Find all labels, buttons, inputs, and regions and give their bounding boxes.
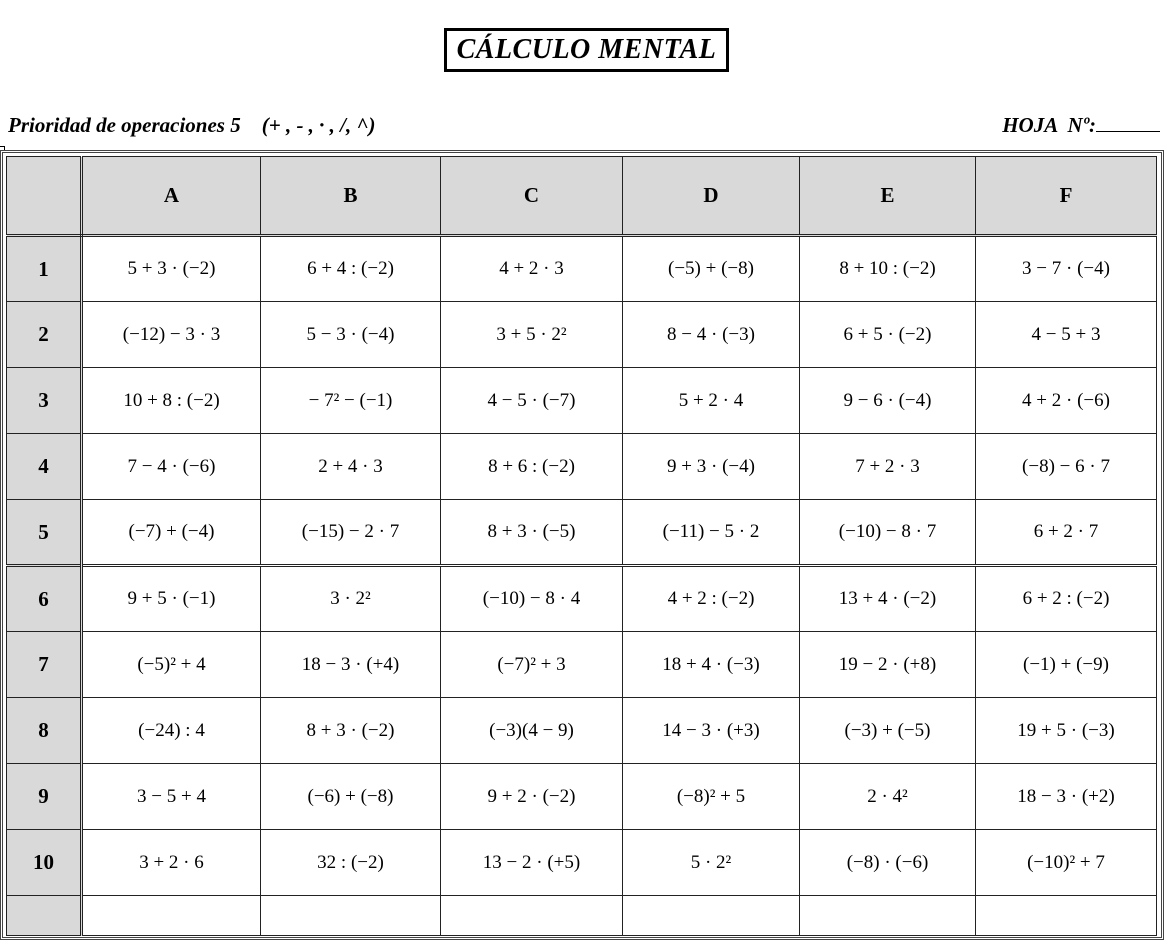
exercise-cell: (−7)² + 3 [441,632,623,698]
table-row [7,500,1157,566]
exercise-cell: 5 + 2 · 4 [623,368,800,434]
exercise-cell: (−6) + (−8) [261,764,441,830]
exercise-cell: 9 + 2 · (−2) [441,764,623,830]
exercise-cell: 9 − 6 · (−4) [800,368,976,434]
exercise-cell: 2 + 4 · 3 [261,434,441,500]
column-header-row [7,157,1157,236]
table-row [7,698,1157,764]
exercise-cell: (−5)² + 4 [82,632,261,698]
exercise-cell: 3 − 7 · (−4) [976,236,1157,302]
row-header: 1 [7,236,82,302]
exercise-cell: 18 − 3 · (+4) [261,632,441,698]
table-row [7,830,1157,896]
exercise-cell: 2 · 4² [800,764,976,830]
table-row-cut-off [7,896,1157,936]
exercise-cell: (−10)² + 7 [976,830,1157,896]
exercise-cell: 6 + 4 : (−2) [261,236,441,302]
exercise-cell [623,896,800,936]
exercise-cell [82,896,261,936]
exercise-cell: (−12) − 3 · 3 [82,302,261,368]
sheet-number-label: HOJA Nº: [1002,113,1096,137]
column-header: D [623,157,800,236]
exercise-cell: (−24) : 4 [82,698,261,764]
exercise-cell: 19 + 5 · (−3) [976,698,1157,764]
exercise-cell: 6 + 2 : (−2) [976,566,1157,632]
exercise-cell: 7 − 4 · (−6) [82,434,261,500]
table-row [7,434,1157,500]
column-header: E [800,157,976,236]
row-header: 10 [7,830,82,896]
exercise-cell: 3 + 2 · 6 [82,830,261,896]
exercise-cell: 32 : (−2) [261,830,441,896]
row-header: 4 [7,434,82,500]
exercise-cell: (−3) + (−5) [800,698,976,764]
column-header: B [261,157,441,236]
exercise-cell: 8 + 3 · (−5) [441,500,623,566]
row-header: 5 [7,500,82,566]
exercise-cell: 6 + 5 · (−2) [800,302,976,368]
sheet-number-field [1002,113,1160,138]
exercise-cell: (−11) − 5 · 2 [623,500,800,566]
exercise-cell: − 7² − (−1) [261,368,441,434]
exercise-cell: 18 − 3 · (+2) [976,764,1157,830]
exercise-cell: (−10) − 8 · 7 [800,500,976,566]
column-header: A [82,157,261,236]
row-header: 7 [7,632,82,698]
table-row [7,236,1157,302]
table-row [7,566,1157,632]
exercise-cell: 6 + 2 · 7 [976,500,1157,566]
page-title: CÁLCULO MENTAL [444,28,729,72]
exercise-cell: (−7) + (−4) [82,500,261,566]
exercise-cell: (−8) · (−6) [800,830,976,896]
exercise-cell: (−3)(4 − 9) [441,698,623,764]
exercise-cell: 8 + 10 : (−2) [800,236,976,302]
exercise-cell: (−8) − 6 · 7 [976,434,1157,500]
exercise-cell: (−5) + (−8) [623,236,800,302]
exercise-cell: 3 · 2² [261,566,441,632]
sheet-number-blank [1096,113,1160,132]
row-header: 6 [7,566,82,632]
table-row [7,368,1157,434]
exercise-cell: 10 + 8 : (−2) [82,368,261,434]
row-header: 8 [7,698,82,764]
exercise-cell: 13 + 4 · (−2) [800,566,976,632]
exercise-cell: 19 − 2 · (+8) [800,632,976,698]
exercise-cell: 5 + 3 · (−2) [82,236,261,302]
exercise-cell: 8 − 4 · (−3) [623,302,800,368]
exercise-cell: (−8)² + 5 [623,764,800,830]
exercise-cell: 4 − 5 + 3 [976,302,1157,368]
exercise-cell [976,896,1157,936]
exercise-cell [261,896,441,936]
exercise-cell: 9 + 5 · (−1) [82,566,261,632]
row-header: 2 [7,302,82,368]
exercise-cell: 3 − 5 + 4 [82,764,261,830]
worksheet-subtitle: Prioridad de operaciones 5 (+ , - , · , /, ^) [8,113,376,137]
column-header: C [441,157,623,236]
exercise-table [6,156,1157,936]
exercise-cell: 5 − 3 · (−4) [261,302,441,368]
exercise-cell: 9 + 3 · (−4) [623,434,800,500]
table-row [7,302,1157,368]
row-header: 3 [7,368,82,434]
exercise-cell: 4 − 5 · (−7) [441,368,623,434]
exercise-cell: 3 + 5 · 2² [441,302,623,368]
corner-cell [7,157,82,236]
column-header: F [976,157,1157,236]
exercise-cell [800,896,976,936]
row-header [7,896,82,936]
exercise-cell: (−1) + (−9) [976,632,1157,698]
exercise-cell: (−10) − 8 · 4 [441,566,623,632]
exercise-cell: 4 + 2 · (−6) [976,368,1157,434]
table-row [7,764,1157,830]
row-header: 9 [7,764,82,830]
exercise-cell: 4 + 2 : (−2) [623,566,800,632]
exercise-cell [441,896,623,936]
exercise-cell: 18 + 4 · (−3) [623,632,800,698]
table-row [7,632,1157,698]
exercise-cell: 4 + 2 · 3 [441,236,623,302]
exercise-cell: 8 + 6 : (−2) [441,434,623,500]
exercise-cell: 13 − 2 · (+5) [441,830,623,896]
exercise-cell: 7 + 2 · 3 [800,434,976,500]
exercise-cell: 5 · 2² [623,830,800,896]
exercise-cell: 8 + 3 · (−2) [261,698,441,764]
exercise-cell: 14 − 3 · (+3) [623,698,800,764]
exercise-cell: (−15) − 2 · 7 [261,500,441,566]
